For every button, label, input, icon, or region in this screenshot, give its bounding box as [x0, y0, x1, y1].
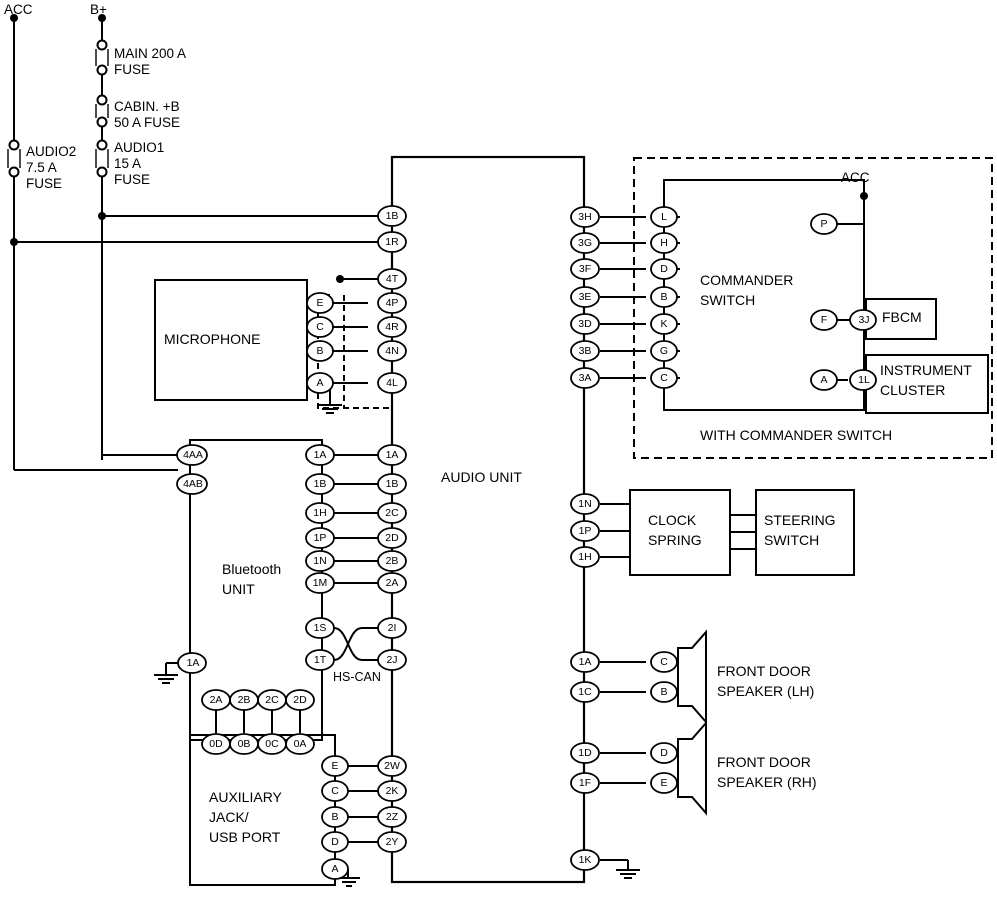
block-steering-switch-l2: SWITCH — [764, 532, 820, 548]
terminal-bt-1T: 1T — [313, 654, 327, 666]
terminal-aux-0D: 0D — [209, 738, 223, 750]
terminal-au-2I: 2I — [387, 622, 397, 634]
fuse-cabin-line2: 50 A FUSE — [114, 115, 181, 130]
block-speaker-lh-l1: FRONT DOOR — [717, 663, 811, 679]
terminal-au-2B: 2B — [385, 555, 399, 567]
terminal-cmd-K: K — [660, 318, 668, 330]
fuse-audio2-line1: AUDIO2 — [26, 144, 77, 159]
terminal-cmd-G: G — [659, 345, 669, 357]
label-bplus: B+ — [90, 2, 107, 17]
block-cluster-l2: CLUSTER — [880, 382, 946, 398]
terminal-4AB: 4AB — [183, 478, 203, 490]
terminal-au-3A: 3A — [578, 372, 592, 384]
terminal-4T: 4T — [385, 273, 399, 285]
terminal-au-2Z: 2Z — [385, 811, 399, 823]
terminal-au-1N: 1N — [578, 498, 592, 510]
block-fbcm: FBCM — [882, 309, 922, 325]
fuse-main-line2: FUSE — [114, 62, 151, 77]
terminal-au-2J: 2J — [386, 654, 398, 666]
terminal-au-2W: 2W — [384, 760, 400, 772]
terminal-au-2Y: 2Y — [385, 836, 399, 848]
terminal-bt-2D: 2D — [293, 694, 307, 706]
terminal-1B-power: 1B — [385, 210, 399, 222]
block-commander-l2: SWITCH — [700, 292, 756, 308]
terminal-spk-lh-B: B — [660, 686, 668, 698]
terminal-bt-1B: 1B — [313, 478, 327, 490]
fuse-main-line1: MAIN 200 A — [114, 46, 187, 61]
terminal-au-3E: 3E — [578, 291, 592, 303]
terminal-4L: 4L — [386, 377, 398, 389]
terminal-bt-ground-1A: 1A — [186, 657, 200, 669]
terminal-cmd-H: H — [660, 237, 668, 249]
terminal-au-1H: 1H — [578, 551, 592, 563]
terminal-au-1P: 1P — [578, 525, 592, 537]
terminal-bt-2C: 2C — [265, 694, 279, 706]
block-audio-unit: AUDIO UNIT — [441, 469, 522, 485]
fuse-audio1-line1: AUDIO1 — [114, 140, 165, 155]
terminal-cmd-F: F — [820, 314, 828, 326]
terminal-au-1D-spk: 1D — [578, 747, 592, 759]
block-aux-l3: USB PORT — [209, 829, 281, 845]
block-bluetooth-l2: UNIT — [222, 581, 255, 597]
terminal-au-1K-ground: 1K — [578, 854, 592, 866]
terminal-mic-C: C — [316, 321, 324, 333]
terminal-bt-2B: 2B — [237, 694, 251, 706]
terminal-aux-0A: 0A — [293, 738, 307, 750]
terminal-mic-E: E — [316, 297, 324, 309]
block-speaker-rh-l2: SPEAKER (RH) — [717, 774, 817, 790]
terminal-au-1A-spk: 1A — [578, 656, 592, 668]
terminal-cmd-L: L — [661, 211, 667, 223]
terminal-cmd-C: C — [660, 372, 668, 384]
terminal-au-1B-bt: 1B — [385, 478, 399, 490]
terminal-au-1F-spk: 1F — [578, 777, 592, 789]
terminal-aux-0C: 0C — [265, 738, 279, 750]
terminal-au-2C: 2C — [385, 507, 399, 519]
block-cluster-l1: INSTRUMENT — [880, 362, 972, 378]
block-aux-l2: JACK/ — [209, 809, 249, 825]
terminal-bt-1P: 1P — [313, 532, 327, 544]
terminal-mic-B: B — [316, 345, 324, 357]
label-with-commander-switch: WITH COMMANDER SWITCH — [700, 427, 893, 443]
block-microphone: MICROPHONE — [164, 331, 261, 347]
terminal-au-3H: 3H — [578, 211, 592, 223]
terminal-au-3G: 3G — [577, 237, 592, 249]
terminal-cluster-1L: 1L — [858, 374, 870, 386]
terminal-au-2A: 2A — [385, 577, 399, 589]
terminal-bt-2A: 2A — [209, 694, 223, 706]
block-aux-l1: AUXILIARY — [209, 789, 282, 805]
label-acc-right: ACC — [841, 170, 870, 185]
terminal-fbcm-3J: 3J — [858, 314, 870, 326]
label-hs-can: HS-CAN — [333, 670, 381, 684]
terminal-au-1C-spk: 1C — [578, 686, 592, 698]
terminal-aux-D: D — [331, 836, 339, 848]
terminal-4R: 4R — [385, 321, 399, 333]
terminal-4AA: 4AA — [183, 449, 203, 461]
fuse-audio1-line2: 15 A — [114, 156, 142, 171]
block-speaker-rh-l1: FRONT DOOR — [717, 754, 811, 770]
terminal-mic-A: A — [316, 377, 324, 389]
block-clock-spring-l1: CLOCK — [648, 512, 697, 528]
fuse-audio2-line2: 7.5 A — [26, 160, 57, 175]
fuse-audio1-line3: FUSE — [114, 172, 151, 187]
terminal-bt-1H: 1H — [313, 507, 327, 519]
terminal-cmd-A: A — [820, 374, 828, 386]
terminal-4P: 4P — [385, 297, 399, 309]
terminal-aux-0B: 0B — [237, 738, 251, 750]
terminal-aux-B: B — [331, 811, 339, 823]
terminal-au-3D: 3D — [578, 318, 592, 330]
terminal-bt-1A: 1A — [313, 449, 327, 461]
terminal-au-2K: 2K — [385, 785, 399, 797]
terminal-1R-power: 1R — [385, 236, 399, 248]
terminal-bt-1S: 1S — [313, 622, 327, 634]
terminal-bt-1M: 1M — [312, 577, 328, 589]
terminal-au-3F: 3F — [578, 263, 592, 275]
block-clock-spring-l2: SPRING — [648, 532, 702, 548]
block-bluetooth-l1: Bluetooth — [222, 561, 282, 577]
terminal-au-3B: 3B — [578, 345, 592, 357]
terminal-spk-lh-C: C — [660, 656, 668, 668]
terminal-aux-A: A — [331, 863, 339, 875]
terminal-cmd-B: B — [660, 291, 668, 303]
fuse-audio2-line3: FUSE — [26, 176, 63, 191]
terminal-aux-E: E — [331, 760, 339, 772]
block-commander-l1: COMMANDER — [700, 272, 794, 288]
terminal-cmd-P: P — [820, 218, 828, 230]
terminal-aux-C: C — [331, 785, 339, 797]
block-steering-switch-l1: STEERING — [764, 512, 836, 528]
terminal-spk-rh-D: D — [660, 747, 668, 759]
terminal-spk-rh-E: E — [660, 777, 668, 789]
label-acc-left: ACC — [4, 2, 33, 17]
block-speaker-lh-l2: SPEAKER (LH) — [717, 683, 815, 699]
fuse-cabin-line1: CABIN. +B — [114, 99, 180, 114]
terminal-bt-1N: 1N — [313, 555, 327, 567]
terminal-au-1A-bt: 1A — [385, 449, 399, 461]
terminal-4N: 4N — [385, 345, 399, 357]
terminal-cmd-D: D — [660, 263, 668, 275]
terminal-au-2D: 2D — [385, 532, 399, 544]
